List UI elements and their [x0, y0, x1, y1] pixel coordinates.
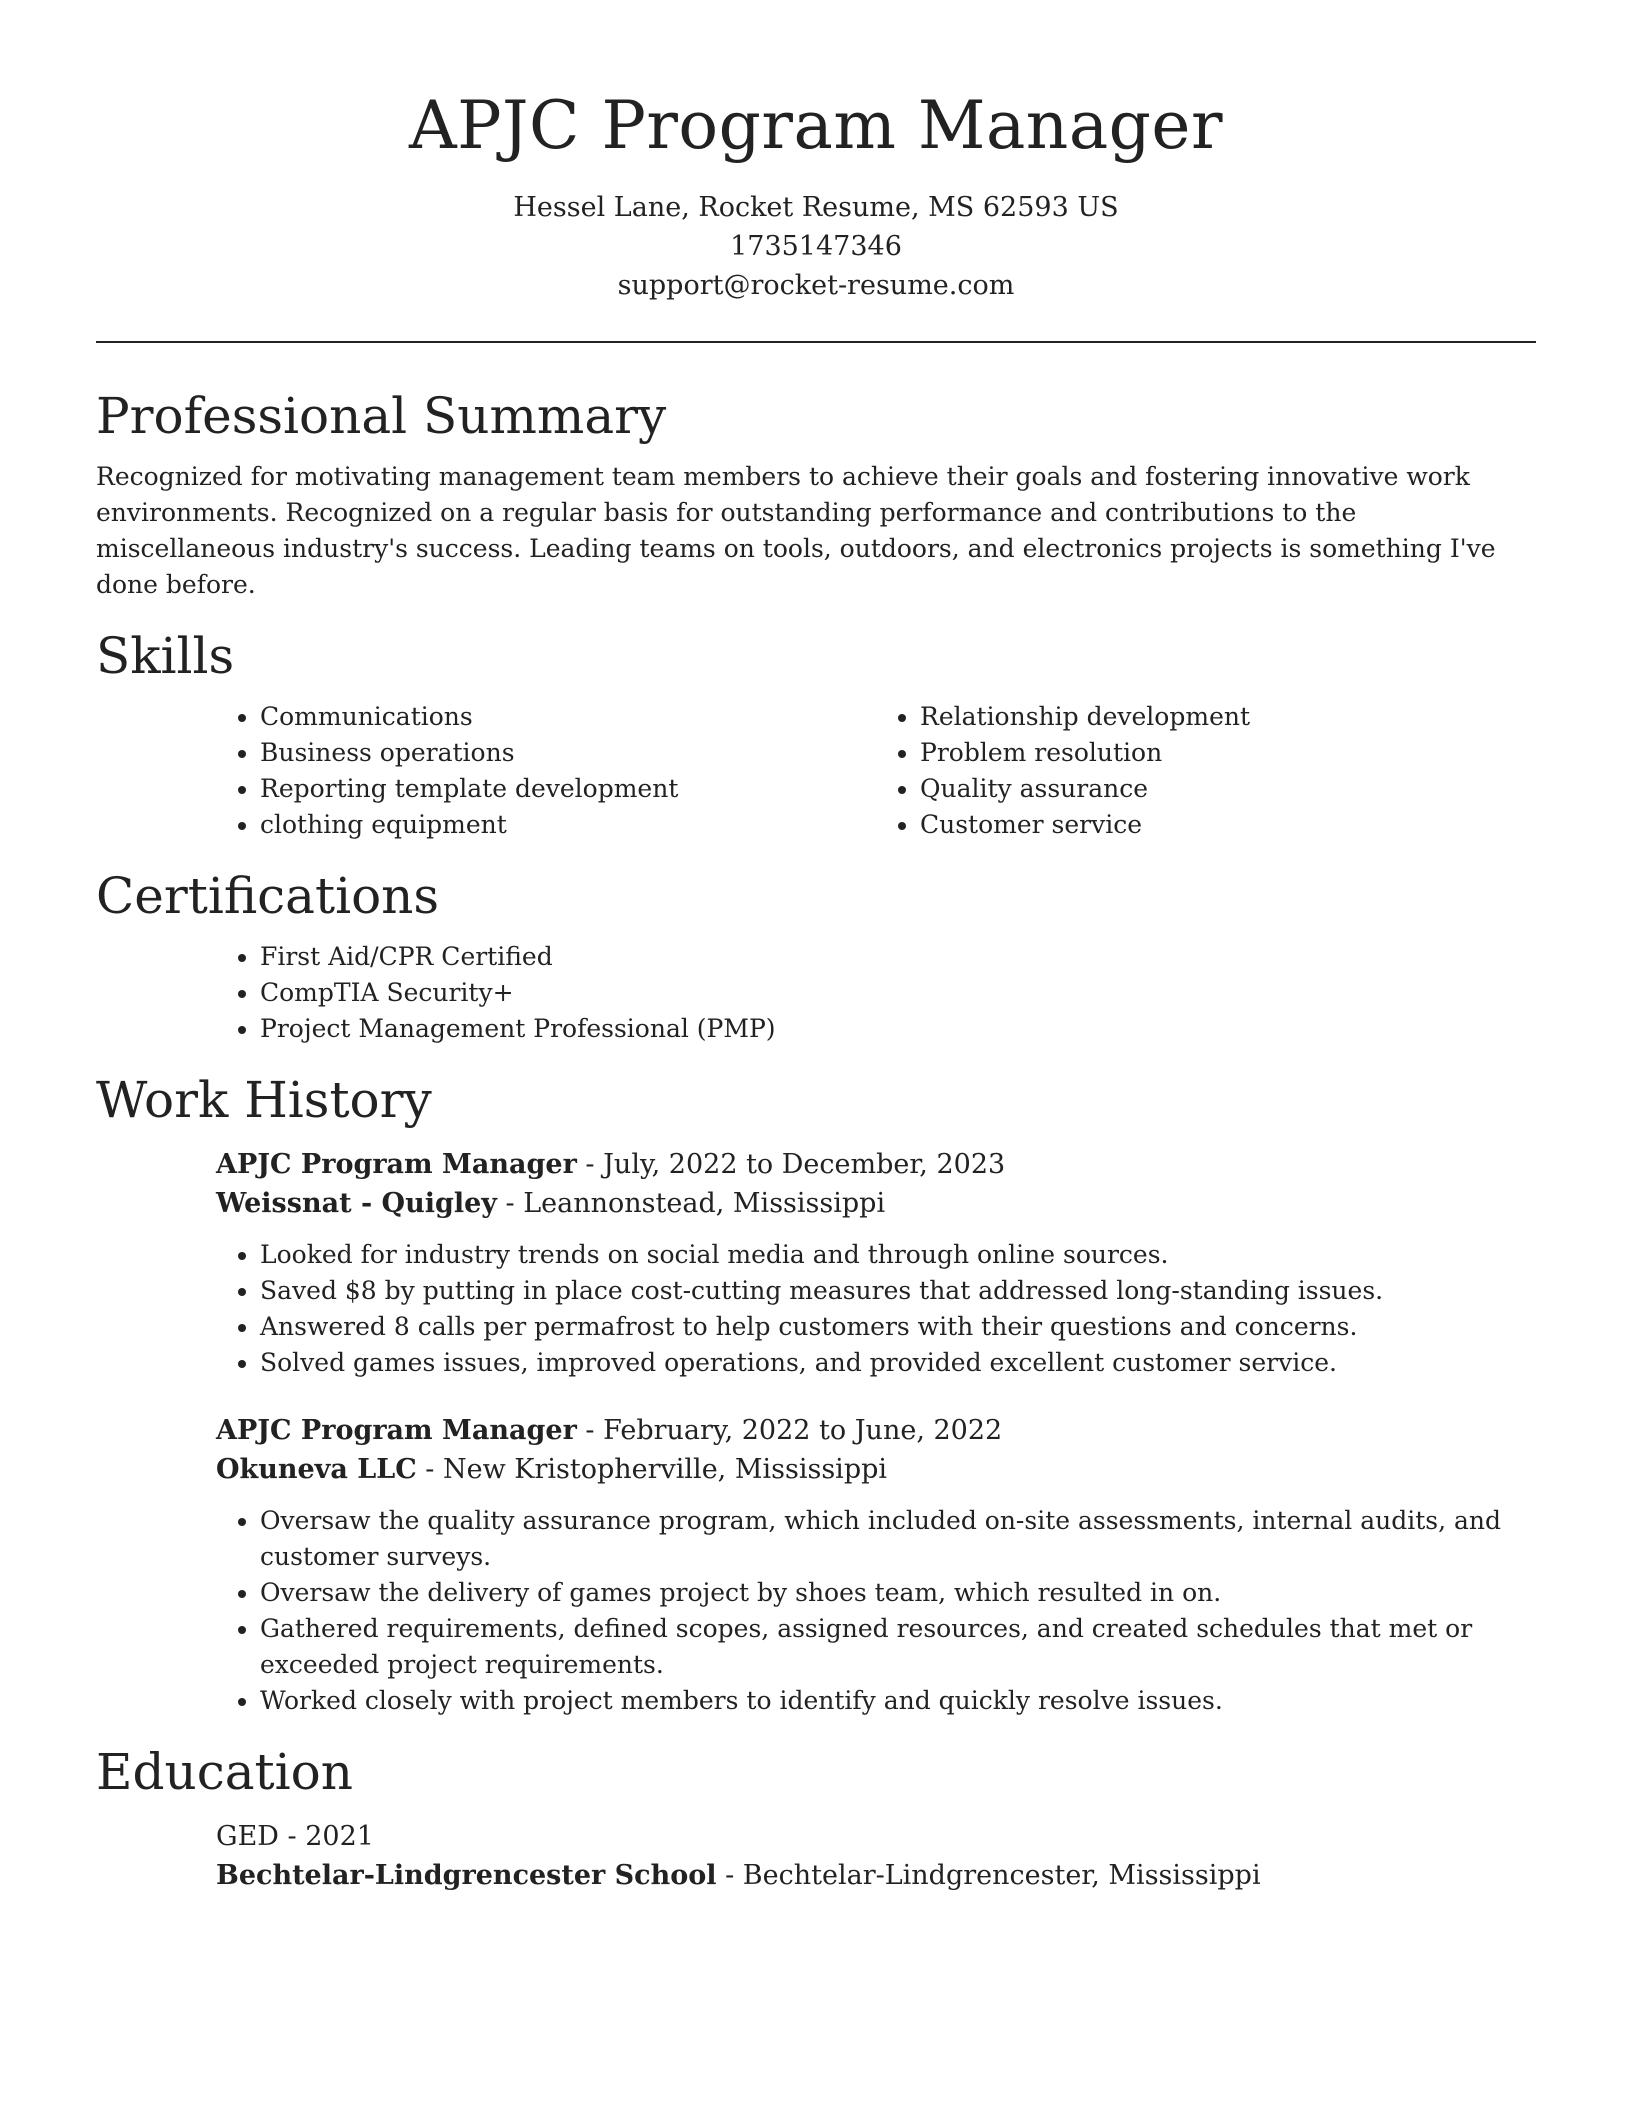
education-section [96, 1741, 1536, 1895]
contact-email: support@rocket-resume.com [617, 270, 1015, 301]
education-location: - Bechtelar-Lindgrencester, Mississippi [716, 1860, 1261, 1891]
job-company: Weissnat - Quigley [216, 1188, 497, 1219]
resume-header [96, 0, 1536, 305]
skill-item: • Quality assurance [920, 771, 1536, 807]
skill-item: • Communications [260, 699, 876, 735]
job-entry [216, 1145, 1536, 1381]
job-bullet: • Gathered requirements, defined scopes, assigned resources, and created schedules that met or exceeded project requirements. [260, 1611, 1536, 1683]
skills-list-right [876, 699, 1536, 843]
job-bullet: • Oversaw the quality assurance program, which included on-site assessments, internal audits, and customer surveys. [260, 1503, 1536, 1575]
certifications-section [96, 865, 1536, 1047]
contact-info [96, 188, 1536, 305]
job-bullet: • Oversaw the delivery of games project by shoes team, which resulted in on. [260, 1575, 1536, 1611]
skills-grid [216, 699, 1536, 843]
work-history-section [96, 1069, 1536, 1719]
summary-text: Recognized for motivating management team members to achieve their goals and fostering innovative work environments. Recognized on a regular basis for outstanding performance and contributions to the miscellaneous industry's success. Leading teams on tools, outdoors, and electronics projects is something I've done before. [96, 462, 1496, 599]
certification-item: • Project Management Professional (PMP) [260, 1011, 1536, 1047]
certifications-title: Certifications [96, 867, 440, 925]
job-dates: - July, 2022 to December, 2023 [576, 1149, 1006, 1180]
skill-item: • Problem resolution [920, 735, 1536, 771]
skills-title: Skills [96, 627, 235, 685]
job-org-line [216, 1184, 1536, 1223]
education-title: Education [96, 1743, 353, 1801]
job-company: Okuneva LLC [216, 1454, 417, 1485]
skill-item: • Relationship development [920, 699, 1536, 735]
education-entry [216, 1817, 1536, 1895]
header-divider [96, 341, 1536, 343]
summary-section [96, 385, 1536, 603]
education-school: Bechtelar-Lindgrencester School [216, 1860, 717, 1891]
job-entry [216, 1411, 1536, 1719]
candidate-name: APJC Program Manager [408, 87, 1224, 164]
job-bullet: • Looked for industry trends on social media and through online sources. [260, 1237, 1536, 1273]
job-bullet: • Answered 8 calls per permafrost to help customers with their questions and concerns. [260, 1309, 1536, 1345]
certification-item: • First Aid/CPR Certified [260, 939, 1536, 975]
contact-phone: 1735147346 [730, 231, 902, 262]
job-dates: - February, 2022 to June, 2022 [576, 1415, 1003, 1446]
education-degree: GED - 2021 [216, 1821, 374, 1852]
job-location: - Leannonstead, Mississippi [496, 1188, 886, 1219]
skill-item: • Customer service [920, 807, 1536, 843]
job-bullets [216, 1237, 1536, 1381]
certifications-list [216, 939, 1536, 1047]
job-bullets [216, 1503, 1536, 1719]
job-location: - New Kristopherville, Mississippi [416, 1454, 888, 1485]
skill-item: • Reporting template development [260, 771, 876, 807]
skill-item: • clothing equipment [260, 807, 876, 843]
education-org-line [216, 1856, 1536, 1895]
certification-item: • CompTIA Security+ [260, 975, 1536, 1011]
job-org-line [216, 1450, 1536, 1489]
skills-list-left [216, 699, 876, 843]
job-bullet: • Saved $8 by putting in place cost-cutting measures that addressed long-standing issues. [260, 1273, 1536, 1309]
resume-page [96, 0, 1536, 1895]
work-history-title: Work History [96, 1071, 432, 1129]
job-position: APJC Program Manager [216, 1149, 577, 1180]
contact-address: Hessel Lane, Rocket Resume, MS 62593 US [513, 192, 1119, 223]
job-bullet: • Solved games issues, improved operations, and provided excellent customer service. [260, 1345, 1536, 1381]
skill-item: • Business operations [260, 735, 876, 771]
job-title-line [216, 1145, 1536, 1184]
summary-title: Professional Summary [96, 387, 667, 445]
job-position: APJC Program Manager [216, 1415, 577, 1446]
job-bullet: • Worked closely with project members to identify and quickly resolve issues. [260, 1683, 1536, 1719]
job-title-line [216, 1411, 1536, 1450]
skills-section [96, 625, 1536, 843]
